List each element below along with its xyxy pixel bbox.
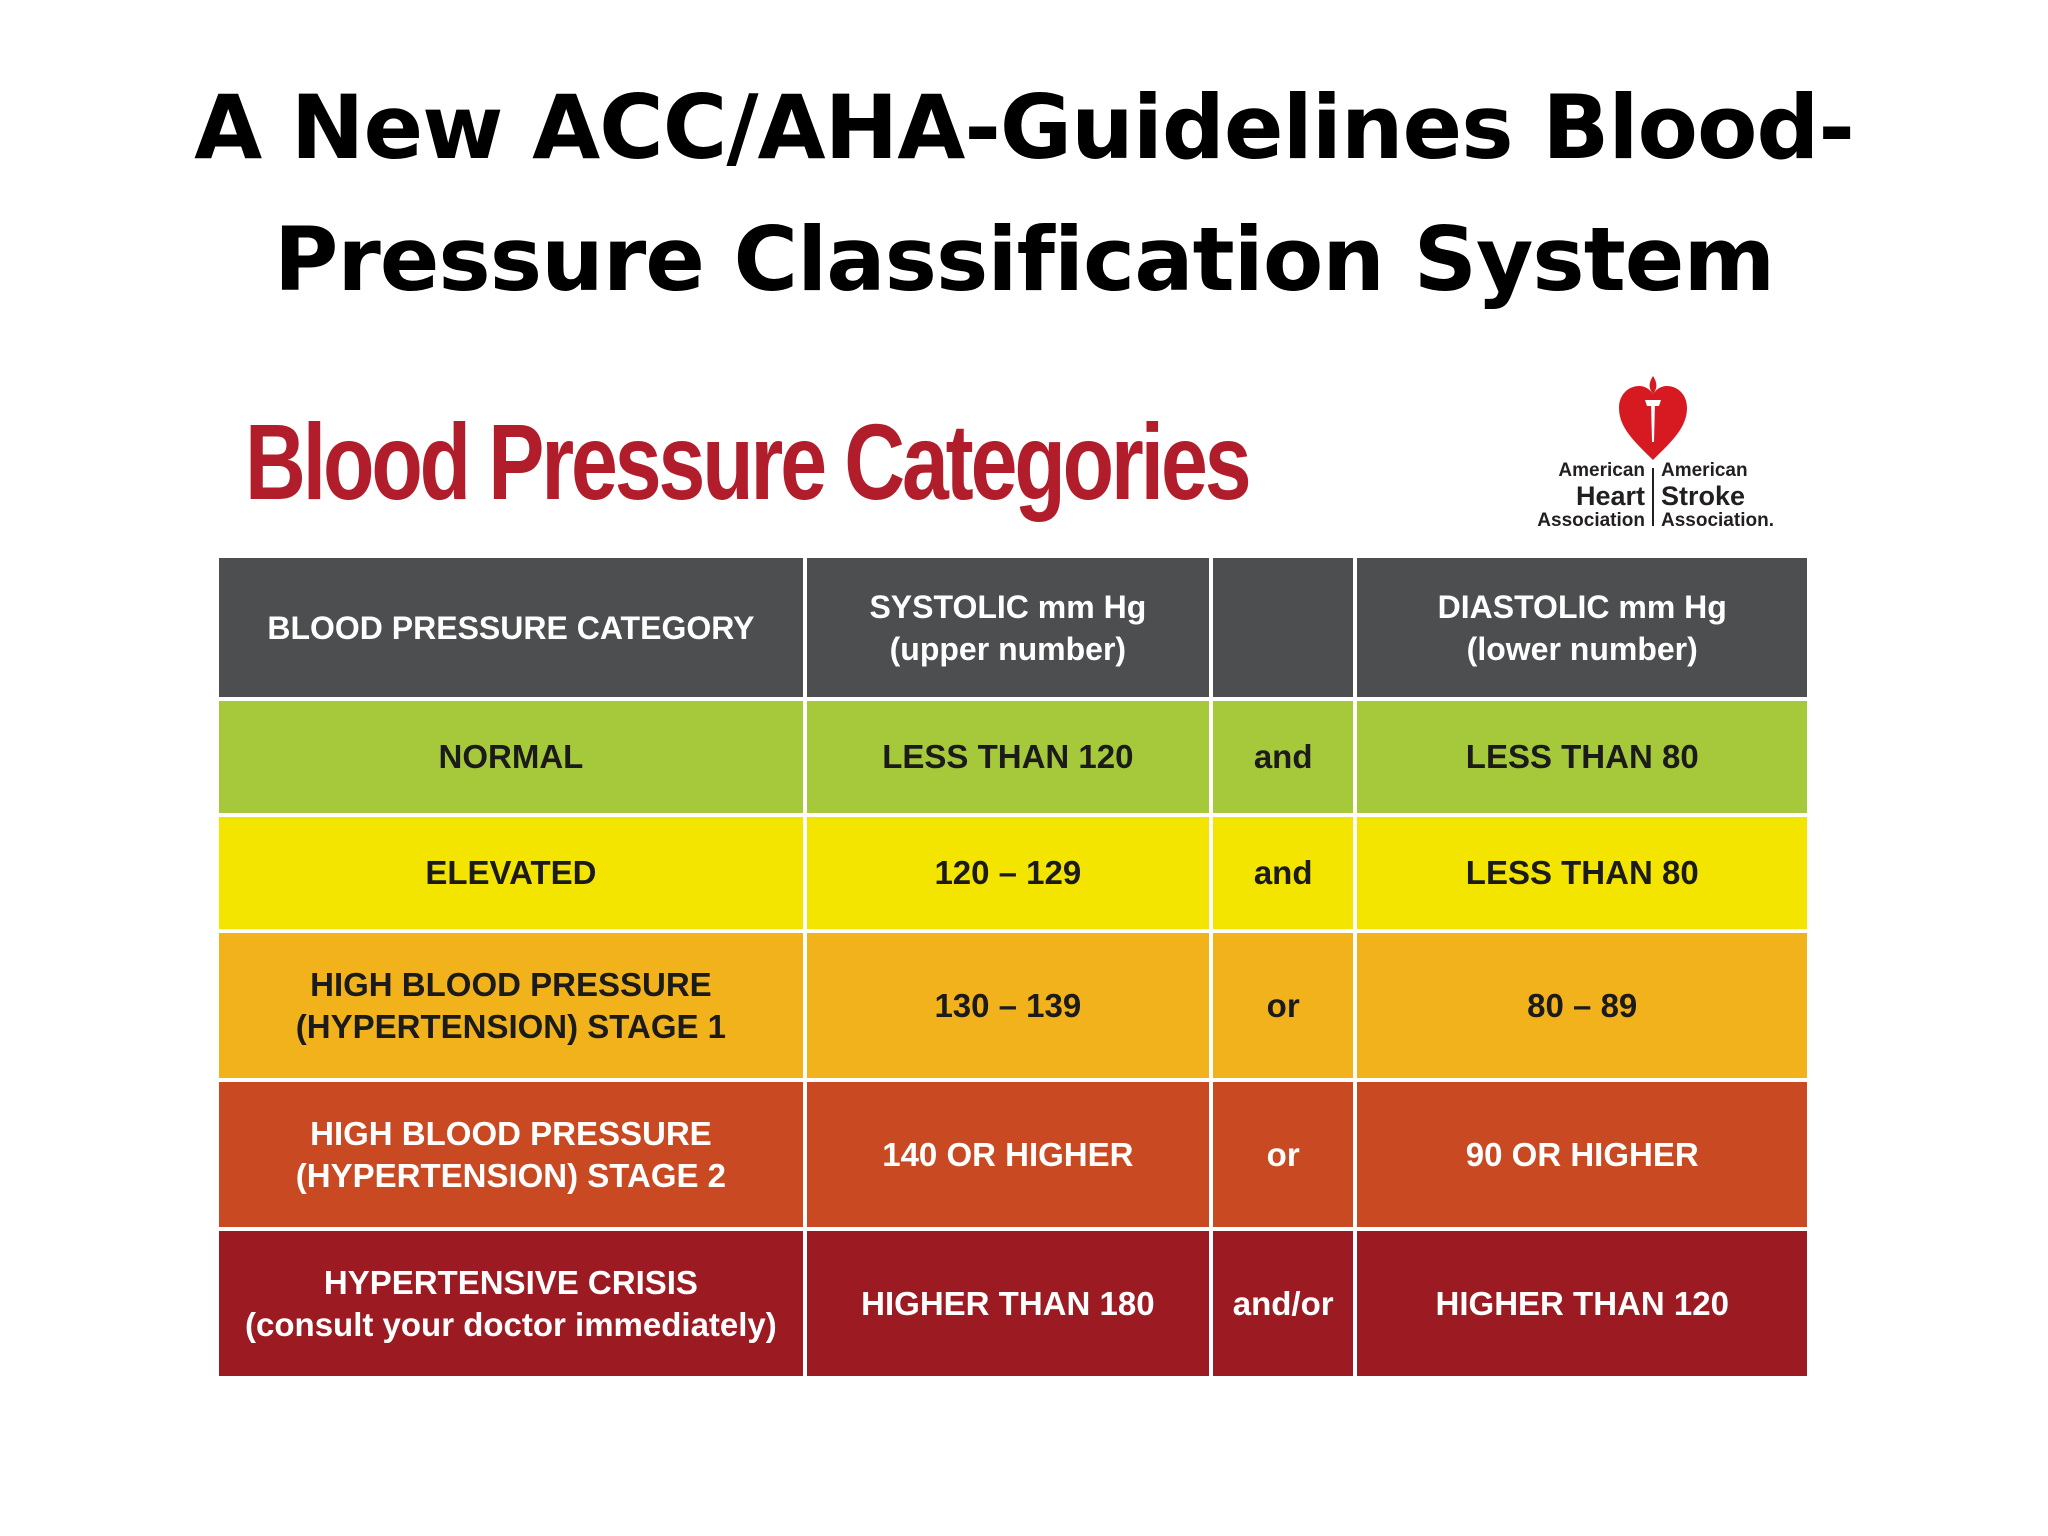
- row-diastolic: HIGHER THAN 120: [1357, 1231, 1807, 1376]
- table-row-hypertensive-crisis: [219, 1231, 1807, 1376]
- table-row-normal: [219, 701, 1807, 813]
- table-row-stage-2: [219, 1082, 1807, 1227]
- row-category-line-1: HIGH BLOOD PRESSURE: [310, 1114, 712, 1152]
- slide-title-line-1: A New ACC/AHA-Guidelines Blood-: [194, 76, 1854, 179]
- bp-category-table: [215, 554, 1811, 1380]
- header-systolic: [807, 558, 1209, 697]
- asa-wordmark: [1661, 460, 1811, 532]
- row-conjunction: and: [1213, 701, 1354, 813]
- header-category: BLOOD PRESSURE CATEGORY: [219, 558, 803, 697]
- slide-title: [0, 62, 2048, 326]
- logo-left-top: American: [1558, 460, 1645, 481]
- row-conjunction: or: [1213, 933, 1354, 1078]
- heart-torch-icon: [1615, 372, 1691, 462]
- aha-asa-logo: [1505, 372, 1805, 542]
- logo-divider: [1652, 468, 1654, 526]
- logo-right-bottom: Association.: [1661, 510, 1774, 531]
- row-diastolic: LESS THAN 80: [1357, 817, 1807, 929]
- blood-pressure-infographic: [215, 372, 1815, 1387]
- row-systolic: 140 OR HIGHER: [807, 1082, 1209, 1227]
- row-systolic: HIGHER THAN 180: [807, 1231, 1209, 1376]
- table-row-stage-1: [219, 933, 1807, 1078]
- row-diastolic: 90 OR HIGHER: [1357, 1082, 1807, 1227]
- row-diastolic: LESS THAN 80: [1357, 701, 1807, 813]
- aha-wordmark: [1505, 460, 1645, 532]
- infographic-heading: Blood Pressure Categories: [245, 401, 1249, 522]
- row-systolic: 130 – 139: [807, 933, 1209, 1078]
- row-diastolic: 80 – 89: [1357, 933, 1807, 1078]
- table-row-elevated: [219, 817, 1807, 929]
- logo-right-top: American: [1661, 460, 1748, 481]
- row-systolic: 120 – 129: [807, 817, 1209, 929]
- logo-left-mid: Heart: [1575, 481, 1645, 511]
- row-category: [219, 1231, 803, 1376]
- row-category-line-1: ELEVATED: [425, 854, 597, 891]
- row-conjunction: and/or: [1213, 1231, 1354, 1376]
- header-conjunction: [1213, 558, 1354, 697]
- row-category-line-2: (consult your doctor immediately): [245, 1305, 777, 1343]
- logo-left-bottom: Association: [1537, 510, 1645, 531]
- header-systolic-line-1: SYSTOLIC mm Hg: [869, 588, 1147, 625]
- table-header-row: [219, 558, 1807, 697]
- row-category-line-2: (HYPERTENSION) STAGE 2: [295, 1156, 727, 1194]
- header-diastolic: [1357, 558, 1807, 697]
- row-category: [219, 817, 803, 929]
- row-systolic: LESS THAN 120: [807, 701, 1209, 813]
- row-category: [219, 1082, 803, 1227]
- row-category-line-1: HIGH BLOOD PRESSURE: [310, 965, 712, 1003]
- header-systolic-line-2: (upper number): [889, 630, 1127, 667]
- row-conjunction: or: [1213, 1082, 1354, 1227]
- row-conjunction: and: [1213, 817, 1354, 929]
- row-category-line-1: NORMAL: [438, 738, 584, 775]
- row-category-line-2: (HYPERTENSION) STAGE 1: [295, 1007, 727, 1045]
- header-diastolic-line-1: DIASTOLIC mm Hg: [1437, 588, 1727, 625]
- row-category: [219, 701, 803, 813]
- row-category-line-1: HYPERTENSIVE CRISIS: [323, 1263, 698, 1301]
- row-category: [219, 933, 803, 1078]
- header-diastolic-line-2: (lower number): [1466, 630, 1698, 667]
- slide-title-line-2: Pressure Classification System: [273, 208, 1775, 311]
- logo-right-mid: Stroke: [1661, 481, 1746, 511]
